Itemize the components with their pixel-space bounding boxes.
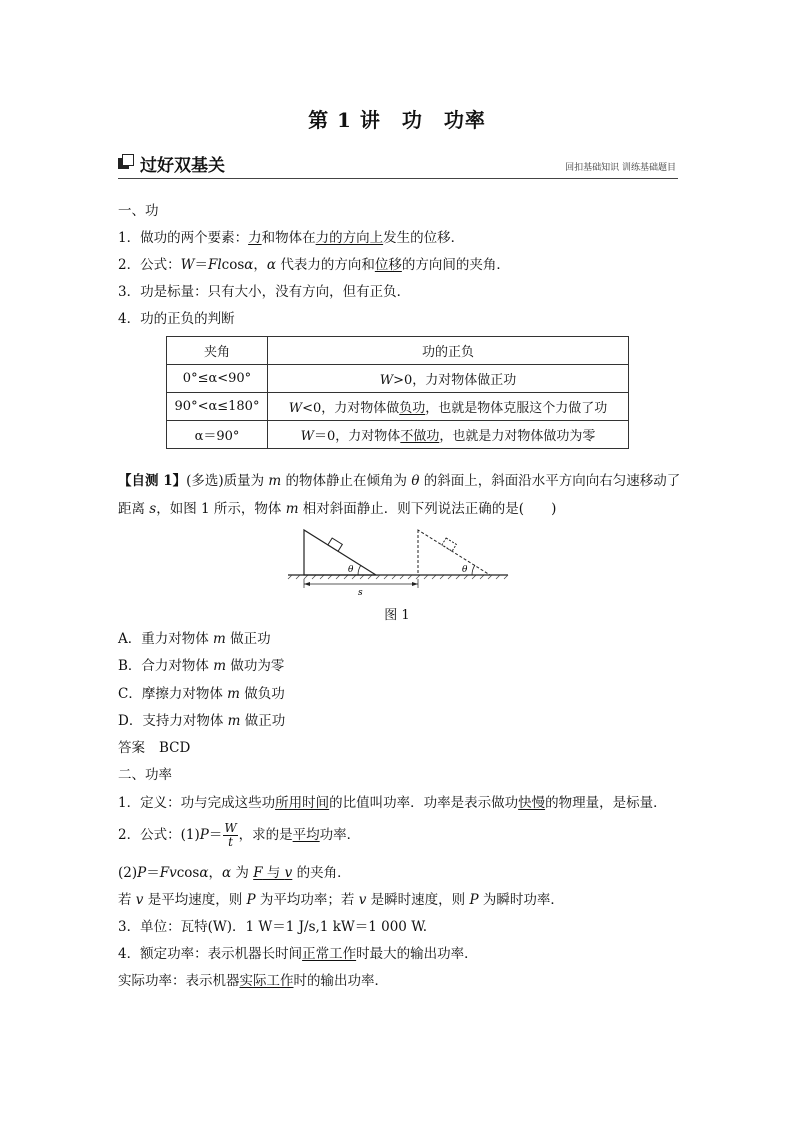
text: 的物体静止在倾角为 — [281, 473, 412, 489]
table-header-row — [167, 337, 629, 365]
symbol: Fv — [159, 865, 177, 881]
question-stem-line-1 — [118, 472, 680, 490]
symbol: F — [253, 865, 263, 881]
symbol: W — [288, 401, 303, 416]
angle-arc — [358, 565, 361, 575]
block-solid — [328, 538, 342, 551]
answer-label: 答案 — [118, 740, 145, 756]
text: 是瞬时速度，则 — [366, 892, 470, 908]
table-cell-angle: 0°≤α<90° — [167, 365, 268, 393]
power-point-2b — [118, 864, 351, 882]
symbol: α — [221, 865, 232, 881]
text: 相对斜面静止．则下列说法正确的是( ) — [298, 501, 557, 517]
text: ＝ — [194, 257, 208, 273]
text: 代表力的方向和 — [276, 257, 375, 273]
option-d — [118, 712, 285, 730]
distance-label: s — [358, 588, 363, 598]
text: cos — [176, 865, 200, 881]
text: 距离 — [118, 501, 150, 517]
option-a — [118, 630, 271, 648]
text: 的斜面上，斜面沿水平方向向右匀速移动了 — [419, 473, 681, 489]
text: 4．额定功率：表示机器长时间 — [118, 946, 303, 962]
answer-line — [118, 739, 190, 757]
block-dashed — [442, 538, 456, 551]
blank-answer: 不做功 — [400, 429, 440, 444]
symbol: v — [284, 865, 293, 881]
blank-answer: 实际工作 — [239, 973, 294, 989]
table-cell-sign — [268, 393, 629, 421]
table-row — [167, 365, 629, 393]
text: B．合力对物体 — [118, 658, 214, 674]
symbol: m — [227, 713, 241, 729]
section-icon — [118, 154, 134, 170]
blank-answer: 负功 — [399, 401, 426, 416]
text: 若 — [118, 892, 136, 908]
blank-answer: 力 — [248, 230, 262, 246]
page-title: 第 1 讲 功 功率 — [308, 108, 486, 132]
text: 做负功 — [239, 686, 285, 702]
text: 2．公式： — [118, 257, 181, 273]
text: ， — [208, 865, 222, 881]
work-point-1 — [118, 229, 464, 247]
text: 2．公式：(1) — [118, 827, 200, 843]
table-cell-sign — [268, 421, 629, 449]
text: D．支持力对物体 — [118, 713, 228, 729]
option-b — [118, 657, 284, 675]
fraction-numerator: W — [224, 821, 237, 835]
symbol: m — [268, 473, 282, 489]
symbol: v — [358, 892, 367, 908]
text: ＝ — [146, 865, 160, 881]
text: 和物体在 — [261, 230, 316, 246]
fraction-denominator: t — [228, 835, 233, 849]
blank-answer: 力的方向上 — [315, 230, 384, 246]
text: 的比值叫功率．功率是表示做功 — [329, 795, 519, 811]
table-row — [167, 421, 629, 449]
section-title: 过好双基关 — [140, 156, 225, 176]
symbol: m — [285, 501, 299, 517]
symbol: α — [266, 257, 277, 273]
text: 与 — [262, 865, 285, 881]
text: ，如图 1 所示，物体 — [156, 501, 286, 517]
text: 发生的位移． — [383, 230, 465, 246]
power-point-3: 3．单位：瓦特(W)．1 W＝1 J/s,1 kW＝1 000 W. — [118, 919, 427, 935]
text: (多选)质量为 — [186, 473, 269, 489]
text: ＝0，力对物体 — [314, 429, 401, 444]
text: ，求的是 — [238, 827, 293, 843]
blank-answer — [253, 865, 292, 881]
incline-figure — [284, 528, 510, 598]
figure-caption: 图 1 — [384, 608, 410, 623]
question-stem-line-2 — [118, 500, 556, 518]
symbol: v — [135, 892, 144, 908]
symbol: α — [244, 257, 254, 273]
option-c — [118, 685, 285, 703]
text: 的夹角． — [292, 865, 351, 881]
text: 为 — [231, 865, 254, 881]
text: ， — [253, 257, 267, 273]
work-point-4: 4．功的正负的判断 — [118, 311, 235, 327]
symbol: α — [199, 865, 209, 881]
text: ，也就是力对物体做功为零 — [439, 429, 596, 444]
table-header-cell: 功的正负 — [268, 337, 629, 365]
text: 做正功 — [240, 713, 286, 729]
section-subtitle: 回扣基础知识 训练基础题目 — [565, 163, 676, 173]
symbol: P — [137, 865, 147, 881]
blank-answer: 位移 — [374, 257, 402, 273]
incline-dashed — [418, 530, 490, 575]
text: 做功为零 — [226, 658, 285, 674]
text: 为平均功率；若 — [255, 892, 359, 908]
fraction — [223, 822, 237, 849]
work-point-2 — [118, 256, 510, 274]
symbol: P — [199, 827, 209, 843]
text: >0，力对物体做正功 — [393, 373, 517, 388]
text: 是平均速度，则 — [143, 892, 247, 908]
symbol: θ — [411, 473, 420, 489]
table-row — [167, 393, 629, 421]
blank-answer: 正常工作 — [302, 946, 357, 962]
heading-power: 二、功率 — [118, 767, 172, 783]
angle-label: θ — [462, 565, 468, 575]
table-cell-angle: 90°<α≤180° — [167, 393, 268, 421]
text: 为瞬时功率． — [478, 892, 564, 908]
text: ＝ — [208, 827, 223, 843]
text: ，也就是物体克服这个力做了功 — [425, 401, 608, 416]
text: cos — [221, 257, 245, 273]
text: <0，力对物体做 — [302, 401, 400, 416]
text: C．摩擦力对物体 — [118, 686, 228, 702]
incline-solid — [304, 530, 376, 575]
symbol: P — [246, 892, 256, 908]
text: 1．定义：功与完成这些功 — [118, 795, 276, 811]
power-point-1 — [118, 794, 667, 812]
symbol: W — [180, 257, 195, 273]
blank-answer: 所用时间 — [275, 795, 330, 811]
work-point-3: 3．功是标量：只有大小，没有方向，但有正负． — [118, 284, 411, 300]
answer-value: BCD — [159, 740, 191, 756]
work-sign-table — [166, 336, 629, 449]
power-point-2 — [118, 822, 360, 852]
symbol: W — [300, 429, 315, 444]
symbol: s — [149, 501, 157, 517]
text: 实际功率：表示机器 — [118, 973, 240, 989]
symbol: m — [227, 686, 240, 702]
angle-arc — [472, 565, 475, 575]
power-point-2c — [118, 891, 564, 909]
symbol: m — [213, 631, 226, 647]
table-cell-angle: α＝90° — [167, 421, 268, 449]
table-cell-sign — [268, 365, 629, 393]
text: 功率． — [319, 827, 361, 843]
power-point-5 — [118, 972, 388, 990]
section-header — [118, 150, 678, 179]
text: (2) — [118, 865, 138, 881]
text: 做正功 — [225, 631, 271, 647]
symbol: W — [379, 373, 394, 388]
text: 时的输出功率． — [293, 973, 388, 989]
question-tag: 【自测 1】 — [118, 473, 187, 489]
symbol: P — [469, 892, 479, 908]
text: 时最大的输出功率． — [356, 946, 478, 962]
blank-answer: 平均 — [292, 827, 320, 843]
power-point-4 — [118, 945, 478, 963]
symbol: Fl — [207, 257, 222, 273]
text: 1．做功的两个要素： — [118, 230, 249, 246]
text: 的方向间的夹角． — [401, 257, 510, 273]
text: 的物理量，是标量． — [545, 795, 667, 811]
symbol: m — [213, 658, 227, 674]
blank-answer: 快慢 — [518, 795, 546, 811]
text: A．重力对物体 — [118, 631, 214, 647]
angle-label: θ — [348, 565, 354, 575]
heading-work: 一、功 — [118, 203, 159, 219]
table-header-cell: 夹角 — [167, 337, 268, 365]
